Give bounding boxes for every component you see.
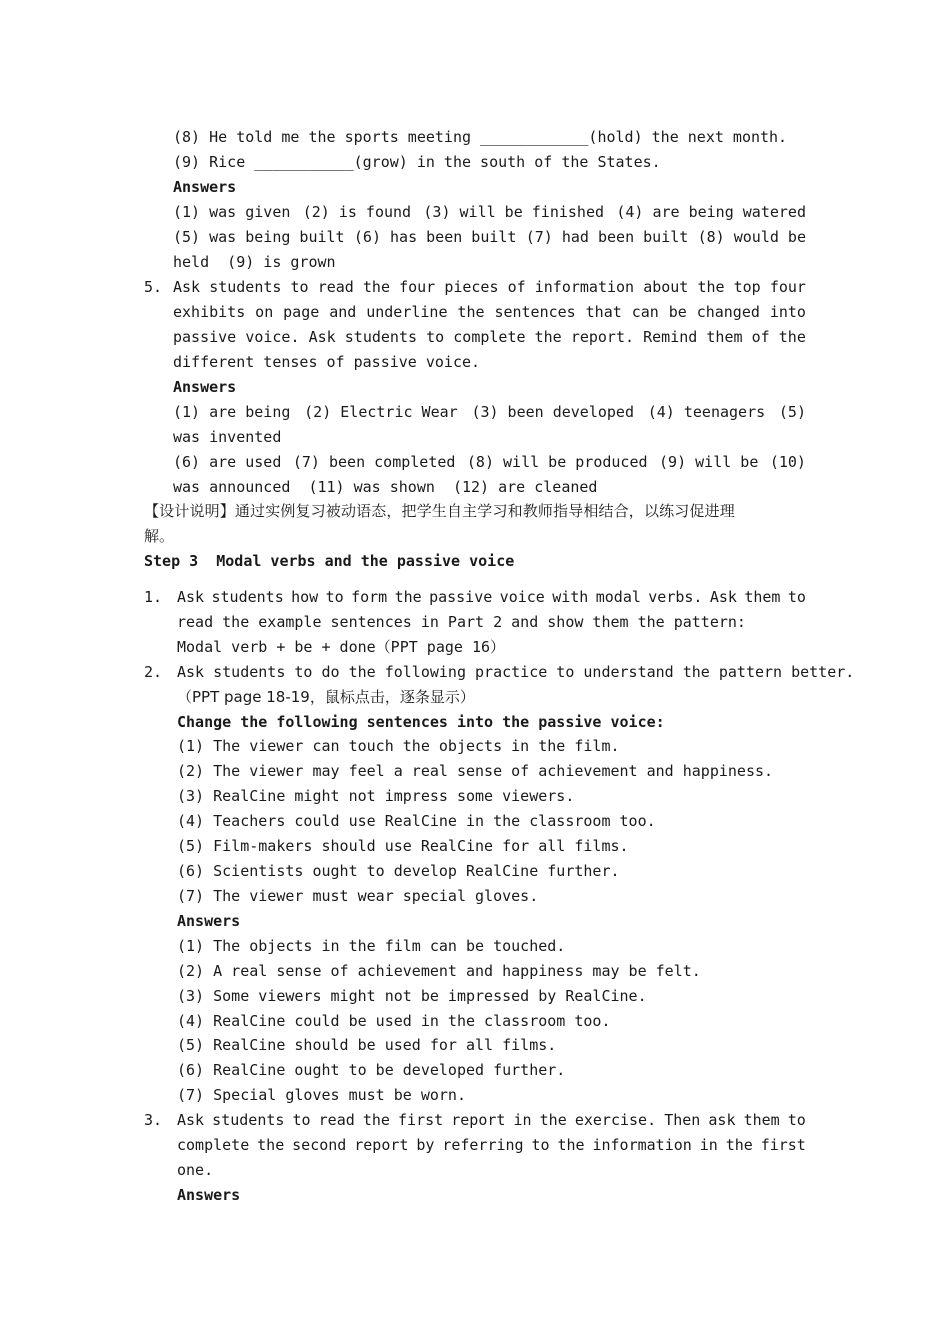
exercise-sentence: (6) Scientists ought to develop RealCine further.: [177, 862, 620, 880]
list-number: 2.: [144, 663, 163, 681]
answer-item: (8) will be produced: [466, 453, 648, 471]
answer-item: (2) is found: [302, 203, 412, 221]
paragraph-line: passive voice. Ask students to complete the report. Remind them of the: [173, 328, 806, 346]
answers-heading: Answers: [177, 1186, 241, 1204]
answers-row: [173, 227, 806, 247]
answer-sentence: (1) The objects in the film can be touched.: [177, 937, 566, 955]
answer-item: (1) was given: [173, 203, 291, 221]
answer-item: (3) will be finished: [423, 203, 605, 221]
paragraph-line: Ask students to read the first report in the exercise. Then ask them to: [177, 1111, 806, 1129]
answer-sentence: (2) A real sense of achievement and happiness may be felt.: [177, 962, 701, 980]
answers-row: [173, 452, 806, 472]
answers-row: was announced (11) was shown (12) are cleaned: [173, 478, 598, 496]
answers-heading: Answers: [177, 912, 241, 930]
paragraph-line: read the example sentences in Part 2 and show them the pattern:: [177, 613, 746, 631]
answer-item: (7) had been built: [525, 228, 689, 246]
answer-item: (4) teenagers: [647, 403, 766, 421]
exercise-sentence: (7) The viewer must wear special gloves.: [177, 887, 539, 905]
answer-item: (4) are being watered: [616, 203, 806, 221]
answers-heading: Answers: [173, 178, 237, 196]
answer-item: (6) has been built: [353, 228, 517, 246]
answer-sentence: (6) RealCine ought to be developed further.: [177, 1061, 566, 1079]
list-number: 3.: [144, 1111, 163, 1129]
exercise-sentence: (1) The viewer can touch the objects in the film.: [177, 737, 620, 755]
exercise-line-9: (9) Rice ___________(grow) in the south of the States.: [173, 153, 661, 171]
answer-item: (5) was being built: [173, 228, 345, 246]
list-number: 5.: [144, 278, 163, 296]
paragraph-line: different tenses of passive voice.: [173, 353, 481, 371]
paragraph-line: complete the second report by referring to the information in the first: [177, 1136, 806, 1154]
answer-sentence: (3) Some viewers might not be impressed by RealCine.: [177, 987, 647, 1005]
paragraph-line: Ask students to read the four pieces of information about the top four: [173, 278, 806, 296]
exercise-sentence: (4) Teachers could use RealCine in the classroom too.: [177, 812, 656, 830]
design-note-continued: 解。: [144, 527, 175, 545]
answer-item: (9) will be: [659, 453, 759, 471]
paragraph-line: one.: [177, 1161, 214, 1179]
answers-heading: Answers: [173, 378, 237, 396]
paragraph-line: Ask students to do the following practice to understand the pattern better.: [177, 663, 855, 681]
design-note: 【设计说明】通过实例复习被动语态，把学生自主学习和教师指导相结合，以练习促进理: [144, 502, 735, 520]
exercise-sentence: (3) RealCine might not impress some viewers.: [177, 787, 575, 805]
answer-item: (7) been completed: [292, 453, 456, 471]
answer-sentence: (4) RealCine could be used in the classroom too.: [177, 1012, 611, 1030]
exercise-sentence: (2) The viewer may feel a real sense of achievement and happiness.: [177, 762, 774, 780]
list-number: 1.: [144, 588, 163, 606]
answer-item: (5): [778, 403, 806, 421]
answers-row: [173, 202, 806, 222]
paragraph-line: exhibits on page and underline the sentences that can be changed into: [173, 303, 806, 321]
answer-item: (6) are used: [173, 453, 282, 471]
exercise-sentence: (5) Film-makers should use RealCine for all films.: [177, 837, 629, 855]
pattern-line: Modal verb + be + done（PPT page 16）: [177, 638, 506, 656]
section-heading: Step 3 Modal verbs and the passive voice: [144, 552, 515, 570]
paragraph-line: Ask students how to form the passive voice with modal verbs. Ask them to: [177, 588, 806, 606]
exercise-line-8: (8) He told me the sports meeting ____________(hold) the next month.: [173, 128, 788, 146]
answers-row: held (9) is grown: [173, 253, 336, 271]
answer-sentence: (7) Special gloves must be worn.: [177, 1086, 466, 1104]
answer-sentence: (5) RealCine should be used for all films.: [177, 1036, 557, 1054]
answers-row: [173, 402, 806, 422]
answer-item: (10): [769, 453, 806, 471]
exercise-instruction: Change the following sentences into the passive voice:: [177, 713, 665, 731]
answer-item: (1) are being: [173, 403, 291, 421]
answers-row: was invented: [173, 428, 282, 446]
answer-item: (8) would be: [697, 228, 806, 246]
answer-item: (2) Electric Wear: [304, 403, 458, 421]
ppt-note: （PPT page 18-19，鼠标点击，逐条显示）: [177, 688, 475, 706]
answer-item: (3) been developed: [471, 403, 634, 421]
